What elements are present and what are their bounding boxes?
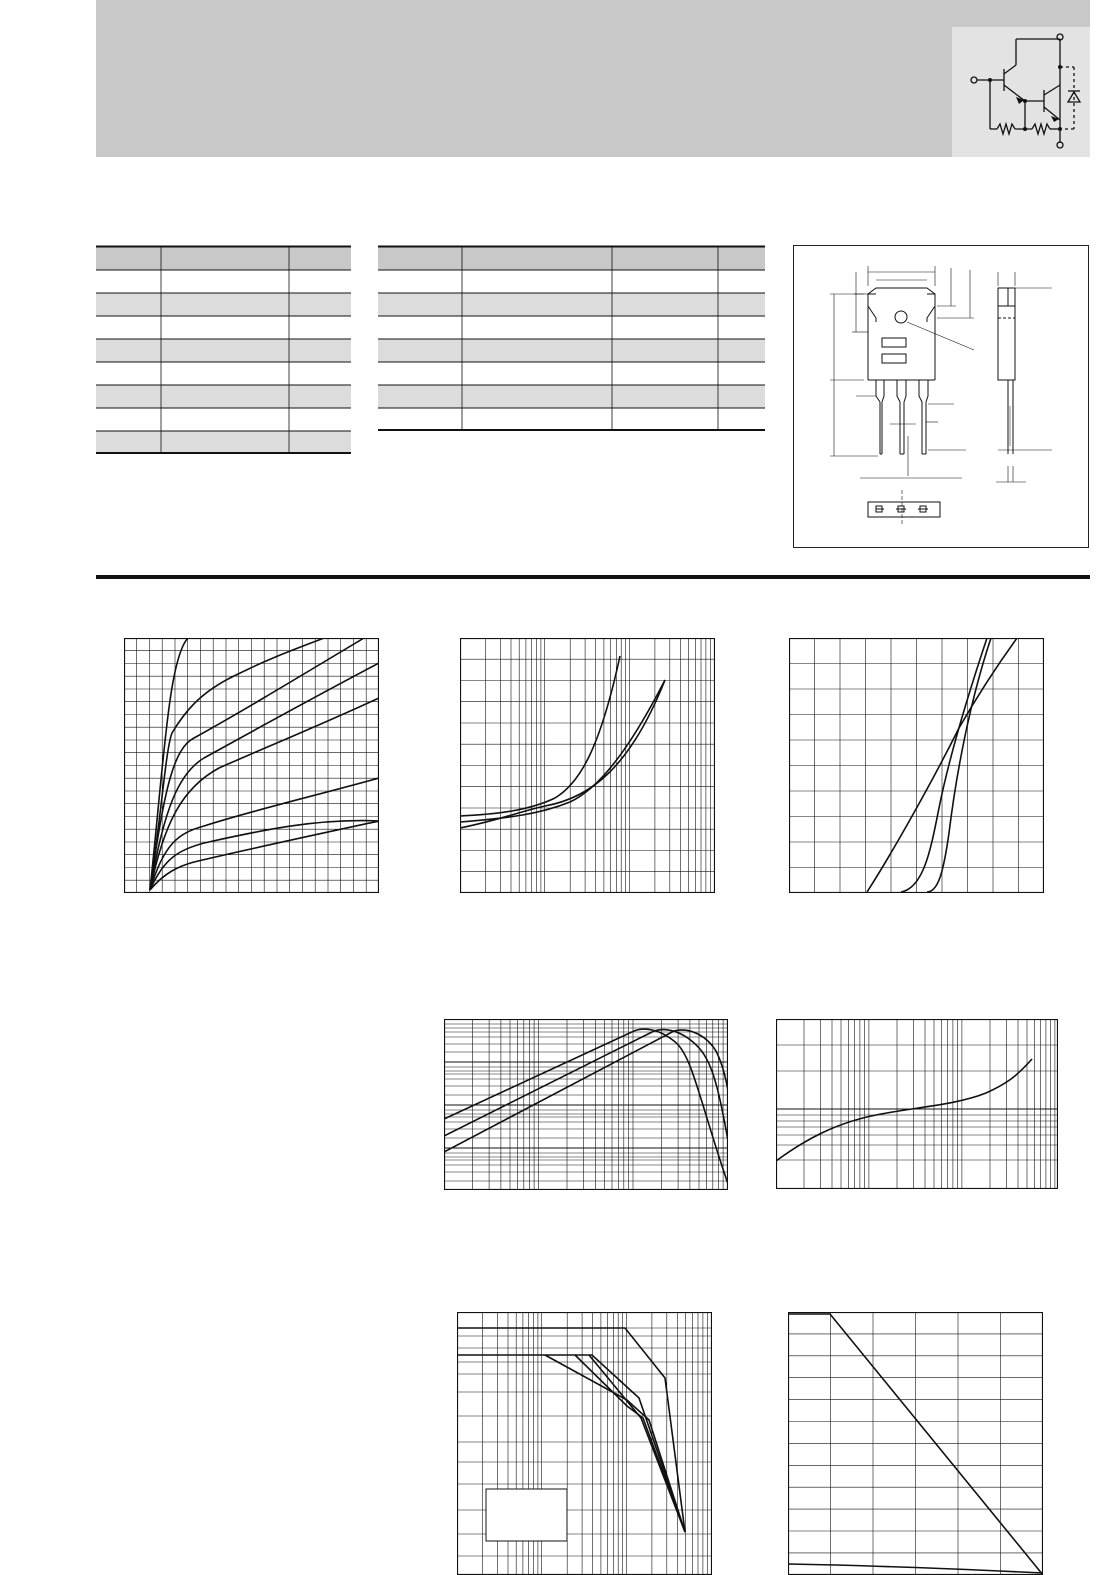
chart-5 (776, 1019, 1058, 1189)
section-divider (96, 575, 1090, 579)
chart-4 (444, 1019, 728, 1190)
chart-3 (789, 638, 1044, 893)
darlington-transistor-schematic-icon (952, 27, 1090, 157)
package-outline-box (793, 245, 1089, 548)
chart-7 (788, 1312, 1043, 1575)
to3p-package-outline-icon (794, 246, 1088, 547)
chart-1 (124, 638, 379, 893)
chart-2 (460, 638, 715, 893)
header-band (96, 0, 1090, 157)
electrical-characteristics-table (378, 245, 765, 432)
absolute-max-ratings-table (96, 245, 351, 455)
chart-6 (457, 1312, 712, 1575)
